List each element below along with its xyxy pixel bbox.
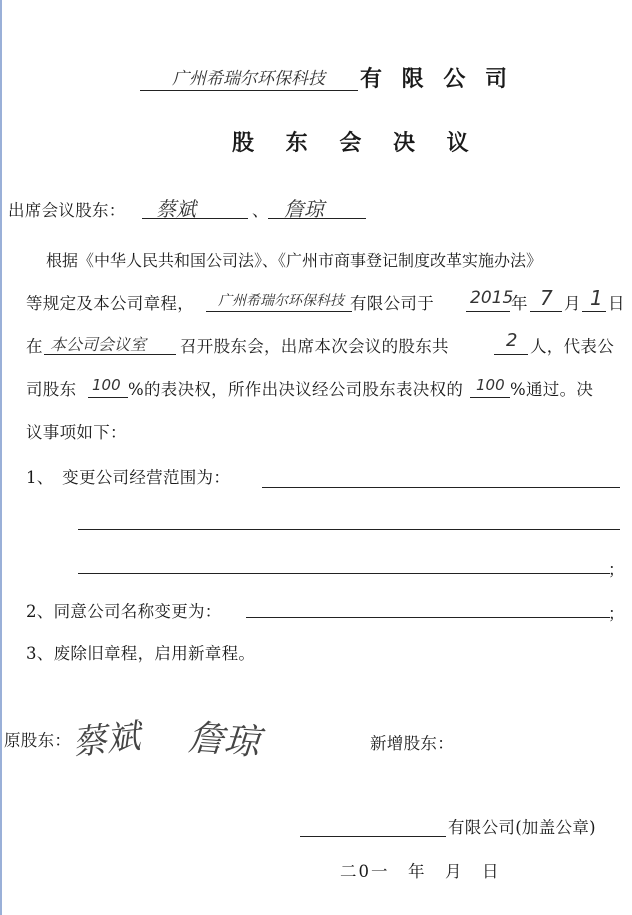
paragraph-line4-mid: %的表决权，所作出决议经公司股东表决权的 bbox=[128, 380, 464, 399]
pct1-value: 100 bbox=[92, 376, 121, 394]
day-value: 1 bbox=[590, 286, 603, 310]
year-blank bbox=[466, 311, 510, 312]
document-title: 股 东 会 决 议 bbox=[232, 130, 481, 156]
page-edge bbox=[0, 0, 2, 915]
company-blank-2 bbox=[206, 311, 352, 312]
signature-1: 蔡斌 bbox=[70, 716, 143, 764]
item1-blank-2 bbox=[78, 529, 620, 530]
paragraph-line3-prefix: 在 bbox=[26, 337, 43, 356]
paragraph-line4-prefix: 司股东 bbox=[26, 380, 77, 399]
company-handwritten-2: 广州希瑞尔环保科技 bbox=[218, 293, 344, 309]
seal-company-blank bbox=[300, 836, 446, 837]
year-value: 2015 bbox=[470, 288, 514, 308]
item1-end: ； bbox=[608, 560, 625, 579]
month-unit: 月 bbox=[564, 294, 581, 313]
paragraph-line3-mid: 召开股东会，出席本次会议的股东共 bbox=[180, 337, 449, 356]
day-blank bbox=[582, 311, 606, 312]
item2-label: 2、同意公司名称变更为： bbox=[26, 602, 222, 621]
count-blank bbox=[494, 354, 528, 355]
item2-end: ； bbox=[608, 604, 625, 623]
item2-blank bbox=[246, 617, 610, 618]
paragraph-line5: 议事项如下： bbox=[26, 423, 127, 442]
original-shareholders-label: 原股东： bbox=[4, 731, 72, 750]
paragraph-line1: 根据《中华人民共和国公司法》、《广州市商事登记制度改革实施办法》 bbox=[46, 251, 543, 270]
paragraph-line2-suffix: 有限公司于 bbox=[350, 294, 434, 313]
pct2-blank bbox=[470, 397, 510, 398]
attendees-label: 出席会议股东： bbox=[8, 201, 126, 220]
company-name-handwritten: 广州希瑞尔环保科技 bbox=[172, 69, 325, 89]
month-value: 7 bbox=[540, 286, 553, 310]
item3-label: 3、废除旧章程，启用新章程。 bbox=[26, 644, 256, 663]
paragraph-line3-suffix: 人，代表公 bbox=[530, 337, 614, 356]
item1-blank-1 bbox=[262, 487, 620, 488]
pct2-value: 100 bbox=[476, 376, 505, 394]
company-suffix: 有 限 公 司 bbox=[360, 66, 513, 92]
attendee2-name: 詹琼 bbox=[284, 197, 324, 221]
date-line: 二0一 年 月 日 bbox=[340, 862, 501, 881]
seal-label: 有限公司(加盖公章) bbox=[448, 818, 596, 837]
item1-blank-3 bbox=[78, 573, 610, 574]
location-value: 本公司会议室 bbox=[50, 335, 147, 354]
paragraph-line4-suffix: %通过。决 bbox=[510, 380, 594, 399]
year-unit: 年 bbox=[511, 294, 528, 313]
item1-label: 1、 变更公司经营范围为： bbox=[26, 468, 231, 487]
count-value: 2 bbox=[506, 330, 518, 351]
day-unit: 日 bbox=[608, 294, 625, 313]
paragraph-line2-prefix: 等规定及本公司章程， bbox=[26, 294, 194, 313]
signature-2: 詹琼 bbox=[186, 717, 262, 764]
pct1-blank bbox=[88, 397, 128, 398]
new-shareholders-label: 新增股东： bbox=[370, 734, 454, 753]
attendee1-name: 蔡斌 bbox=[156, 197, 196, 221]
month-blank bbox=[530, 311, 562, 312]
attendee-separator: 、 bbox=[252, 201, 269, 220]
